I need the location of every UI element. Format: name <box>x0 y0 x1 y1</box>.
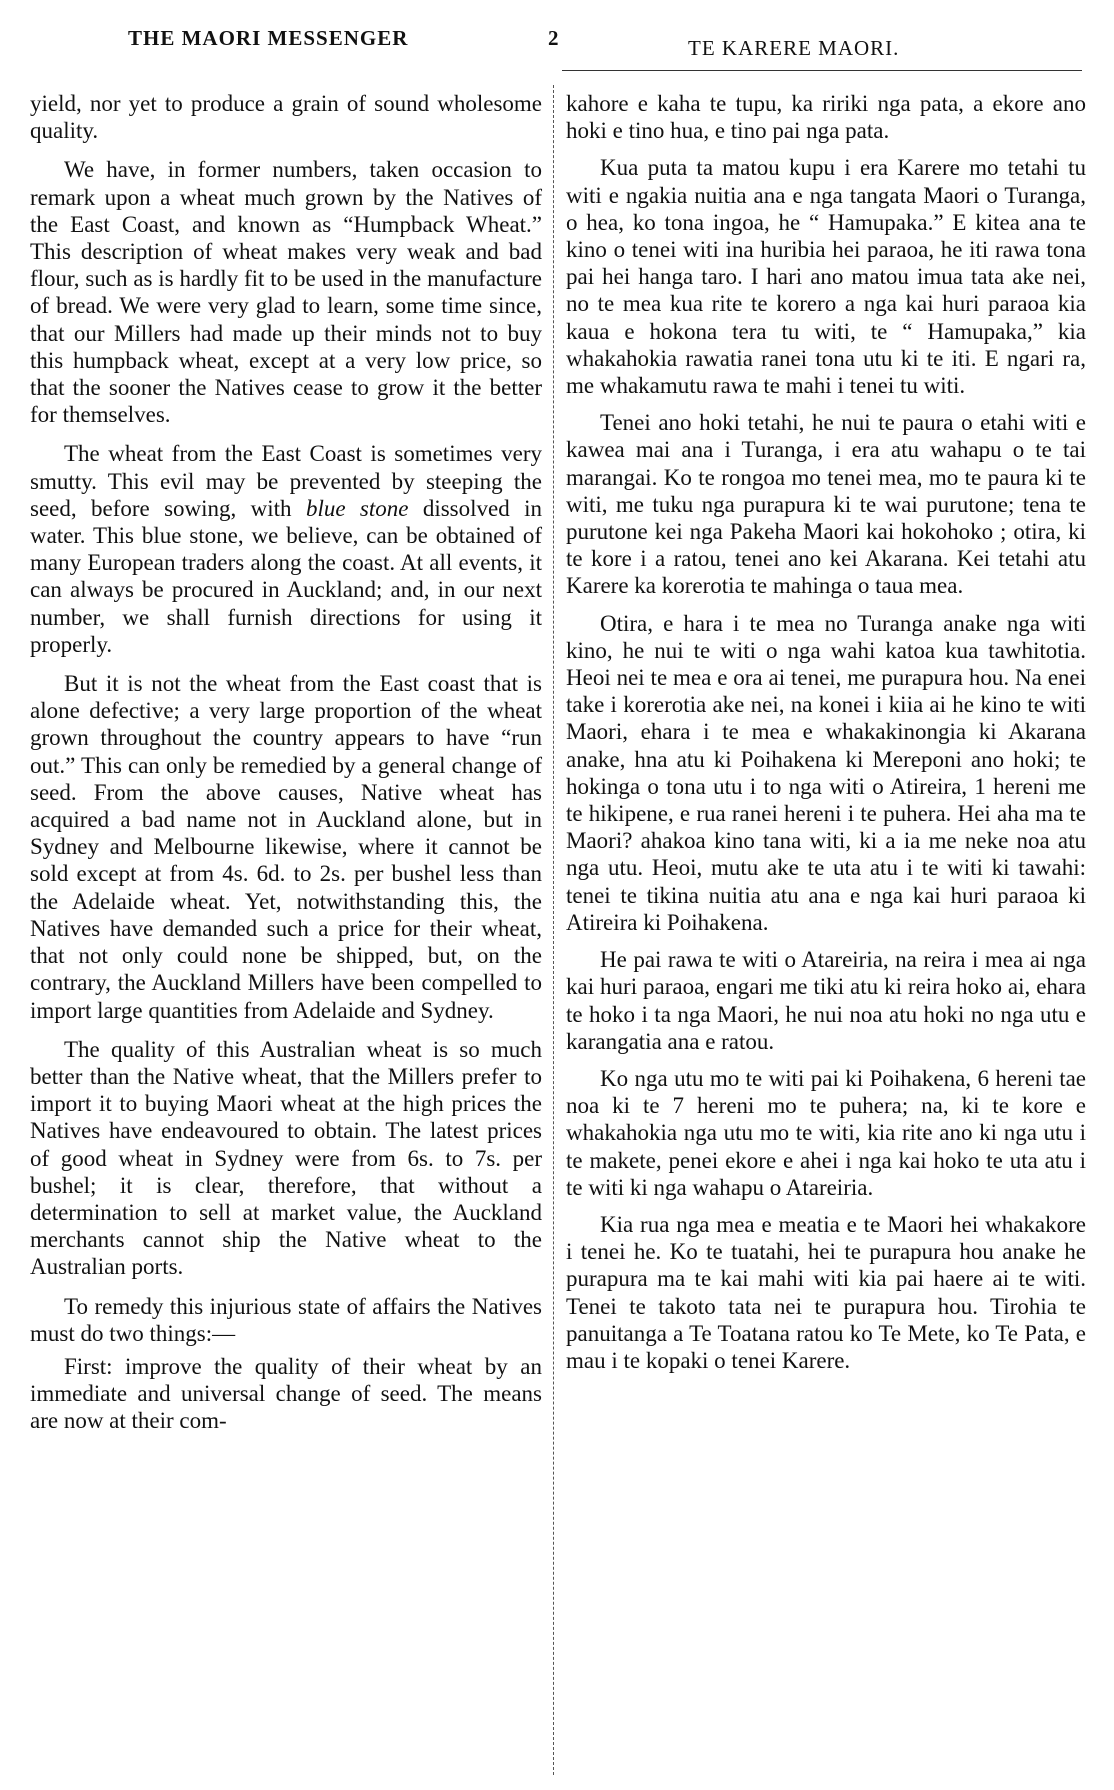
english-italic-text: blue stone <box>305 495 409 521</box>
english-paragraph <box>30 440 542 658</box>
english-paragraph: First: improve the quality of their wheat by an immediate and universal change of seed. The means are now at their com- <box>30 1353 542 1434</box>
maori-paragraph: kahore e kaha te tupu, ka ririki nga pata, a ekore ano hoki e tino hua, e tino pai nga pata. <box>566 91 1086 144</box>
english-paragraph: But it is not the wheat from the East coast that is alone defective; a very large proportion of the wheat grown throughout the country appears to have “run out.” This can only be remedied by a general change of seed. From the above causes, Native wheat has acquired a bad name not in Auckland alone, but in Sydney and Melbourne likewise, where it cannot be sold except at from 4s. 6d. to 2s. per bushel less than the Adelaide wheat. Yet, notwithstanding this, the Natives have demanded such a price for their wheat, that not only could none be shipped, but, on the contrary, the Auckland Millers have been compelled to import large quantities from Adelaide and Sydney. <box>30 671 542 1023</box>
maori-paragraph: Tenei ano hoki tetahi, he nui te paura o etahi witi e kawea mai ana i Turanga, i era atu wahapu o te tai marangai. Ko te rongoa mo tenei mea, mo te paura ki te witi, me tuku nga purapura ki te wai purutone; tena te purutone kei nga Pakeha Maori kai hokohoko ; otira, ki te kore i a ratou, tenei ano kei Akarana. Kei tetahi atu Karere ka korerotia te mahinga o taua mea. <box>566 410 1086 599</box>
english-paragraph: To remedy this injurious state of affairs the Natives must do two things:— <box>30 1293 542 1346</box>
header-rule <box>562 70 1082 71</box>
masthead-english: THE MAORI MESSENGER <box>128 26 409 50</box>
page-header <box>0 0 1114 70</box>
english-paragraph: We have, in former numbers, taken occasion to remark upon a wheat much grown by the Natives of the East Coast, and known as “Humpback Wheat.” This description of wheat makes very weak and bad flour, such as is hardly fit to be used in the manufacture of bread. We were very glad to learn, some time since, that our Millers had made up their minds not to buy this humpback wheat, except at a very low price, so that the sooner the Natives cease to grow it the better for themselves. <box>30 157 542 428</box>
maori-column <box>566 90 1086 1384</box>
maori-paragraph: Kia rua nga mea e meatia e te Maori hei whakakore i tenei he. Ko te tuatahi, hei te purapura hou anake he purapura ma te kai mahi witi kia pai haere ai te witi. Tenei te takoto tata nei te purapura hou. Tirohia te panuitanga a Te Toatana ratou ko Te Mete, ko Te Pata, e mau i te kopaki o tenei Karere. <box>566 1211 1086 1373</box>
english-paragraph: yield, nor yet to produce a grain of sound wholesome quality. <box>30 91 542 144</box>
maori-paragraph: Otira, e hara i te mea no Turanga anake nga witi kino, he nui te witi o nga wahi katoa kua tawhitotia. Heoi nei te mea e ora ai tenei, me purapura hou. Na enei take i korerotia ake nei, na konei i kiia ai he kino te witi Maori, ehara i te mea e whakakinongia ki Akarana anake, hna atu ki Poihakena ki Mereponi ano hoki; te hokinga o tona utu i to nga witi o Atireira, 1 hereni me te hikipene, e rua ranei hereni i te puhera. Hei aha ma te Maori? ahakoa kino tana witi, ki a ia me neke noa atu nga utu. Heoi, mutu ake te uta atu i te witi ki tawahi: tenei te tikina nuitia atu ana e nga kai huri paraoa ki Atireira ki Poihakena. <box>566 610 1086 935</box>
maori-paragraph: He pai rawa te witi o Atareiria, na reira i mea ai nga kai huri paraoa, engari me tiki atu ki reira hoko ai, ehara te hoko i ta nga Maori, he nui noa atu hoki no nga utu e karangatia ana e ratou. <box>566 947 1086 1054</box>
maori-paragraph: Ko nga utu mo te witi pai ki Poihakena, 6 hereni tae noa ki te 7 hereni mo te puhera; na, ki te kore e whakahokia nga utu mo te witi, kia rite ano ki nga utu i te makete, penei ekore e ahei i nga kai hoko te uta atu i te witi ki nga wahapu o Atareiria. <box>566 1065 1086 1200</box>
english-text: The wheat from the East Coast is sometimes very smutty. This evil may be prevented by steeping the seed, before sowing, with <box>30 441 542 521</box>
masthead-maori: TE KARERE MAORI. <box>688 36 900 60</box>
english-paragraph: The quality of this Australian wheat is so much better than the Native wheat, that the Millers prefer to import it to buying Maori wheat at the high prices the Natives have endeavoured to obtain. The latest prices of good wheat in Sydney were from 6s. to 7s. per bushel; it is clear, therefore, that without a determination to sell at market value, the Auckland merchants cannot ship the Native wheat to the Australian ports. <box>30 1036 542 1280</box>
column-divider <box>553 85 554 1775</box>
page-number: 2 <box>548 26 559 50</box>
maori-paragraph: Kua puta ta matou kupu i era Karere mo tetahi tu witi e ngakia nuitia ana e nga tangata Maori o Turanga, o hea, ko tona ingoa, he “ Hamupaka.” E kitea ana te kino o tenei witi ina huribia hei paraoa, he iti rawa tona pai hei hanga taro. I hari ano matou imua tata ake nei, no te mea kua rite te korero a nga kai huri paraoa kia kaua e hokona tera tu witi, te “ Hamupaka,” kia whakahokia rawatia ranei tona utu ki te iti. E ngari ra, me whakamutu rawa te mahi i tenei tu witi. <box>566 155 1086 399</box>
english-text: dissolved in water. This blue stone, we believe, can be obtained of many European traders along the coast. At all events, it can always be procured in Auckland; and, in our next number, we shall furnish directions for using it properly. <box>30 495 542 657</box>
english-column <box>30 90 542 1447</box>
